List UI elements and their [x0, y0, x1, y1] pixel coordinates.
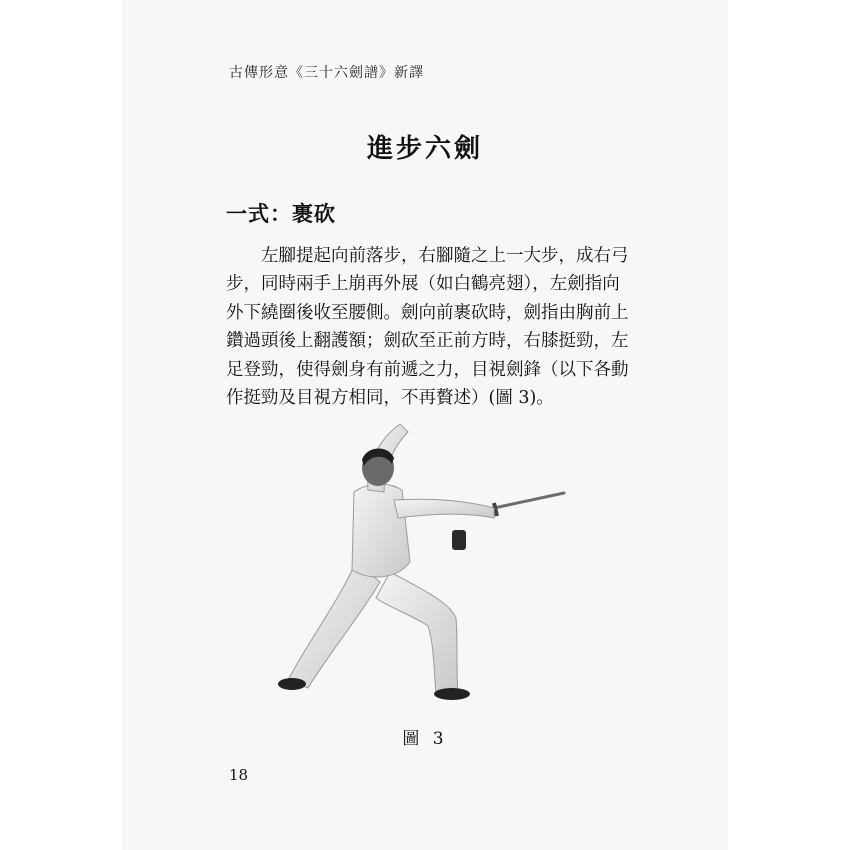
- running-head: 古傳形意《三十六劍譜》新譯: [229, 65, 424, 81]
- page-number: 18: [229, 766, 249, 784]
- figure-caption: 圖 3: [402, 729, 448, 749]
- body-line: 步，同時兩手上崩再外展（如白鶴亮翅），左劍指向: [226, 274, 620, 295]
- sword-blade: [494, 493, 564, 508]
- subsection-title: 一式：裹砍: [226, 201, 336, 226]
- body-line: 左腳提起向前落步，右腳隨之上一大步，成右弓: [261, 246, 629, 266]
- sword-stance-figure-illustration: [268, 412, 578, 712]
- sword-tassel: [452, 530, 466, 550]
- body-line: 外下繞圈後收至腰側。劍向前裹砍時，劍指由胸前上: [226, 302, 629, 323]
- body-line: 足登勁，使得劍身有前遞之力，目視劍鋒（以下各動: [226, 359, 629, 380]
- body-line: 鑽過頭後上翻護額；劍砍至正前方時，右膝挺勁，左: [226, 331, 629, 352]
- section-title: 進步六劍: [366, 134, 483, 164]
- body-paragraph: [226, 242, 629, 412]
- figure-photo: [268, 412, 578, 712]
- body-line: 作挺勁及目視方相同，不再贅述）(圖 3)。: [226, 388, 554, 409]
